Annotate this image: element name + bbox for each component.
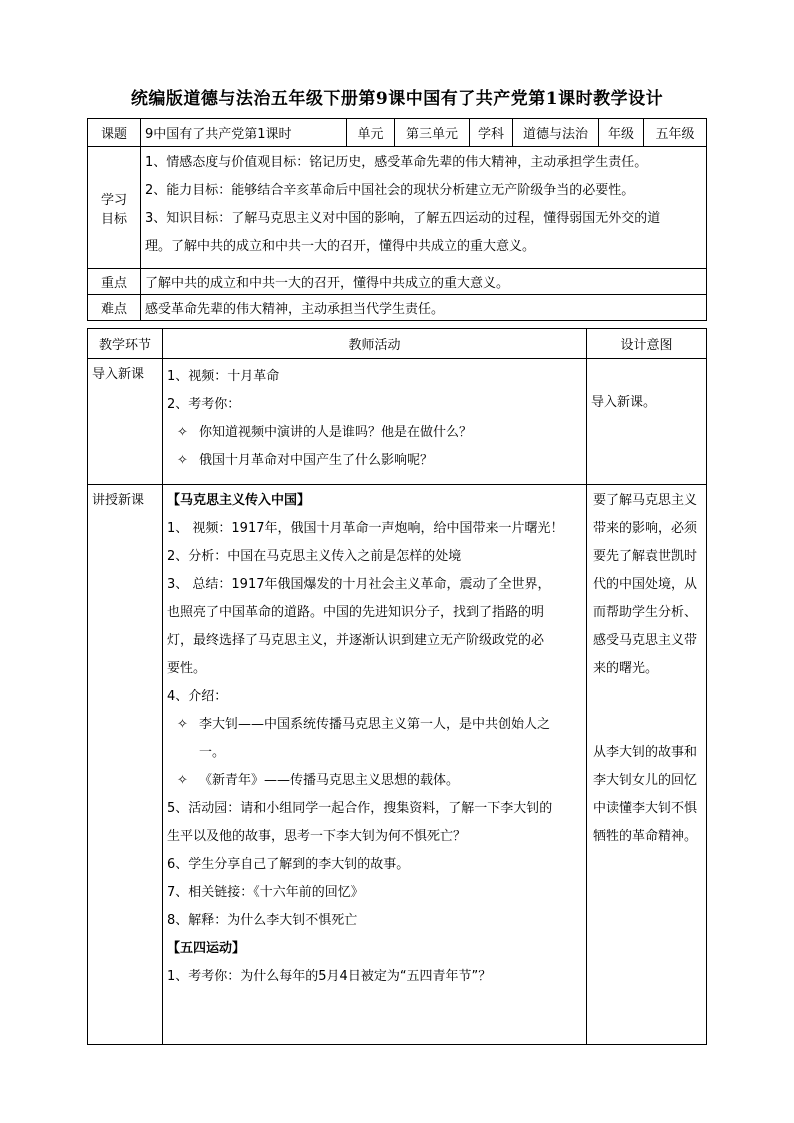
goals-label-line1: 学习 xyxy=(100,192,127,208)
goal-line: 1、情感态度与价值观目标：铭记历史，感受革命先辈的伟大精神，主动承担学生责任。 xyxy=(145,155,648,170)
bullet-icon: ✧ xyxy=(177,453,188,468)
course-value: 9中国有了共产党第1课时 xyxy=(141,119,347,147)
teach-bullet: ✧ 李大钊——中国系统传播马克思主义第一人，是中共创始人之 xyxy=(167,711,582,739)
bullet-icon: ✧ xyxy=(177,425,188,440)
teach-activity xyxy=(163,485,587,1045)
subject-label: 学科 xyxy=(470,119,513,147)
goals-label xyxy=(88,147,141,269)
goals-label-line2: 目标 xyxy=(100,211,127,227)
intro-stage: 导入新课 xyxy=(88,359,163,485)
section-heading: 【马克思主义传入中国】 xyxy=(167,493,311,508)
intent-paragraph: 要了解马克思主义带来的影响，必须要先了解袁世凯时代的中国处境，从而帮助学生分析、感受马克思主义带来的曙光。 xyxy=(593,493,698,676)
intro-activity xyxy=(163,359,587,485)
intro-line: 1、视频：十月革命 xyxy=(167,369,280,384)
teach-line: 1、 视频：1917年，俄国十月革命一声炮响，给中国带来一片曙光！ xyxy=(167,521,564,536)
goal-line: 3、知识目标：了解马克思主义对中国的影响，了解五四运动的过程，懂得弱国无外交的道 xyxy=(145,211,661,226)
intro-intent: 导入新课。 xyxy=(587,359,707,485)
intro-bullet: ✧ 俄国十月革命对中国产生了什么影响呢？ xyxy=(167,447,582,475)
difficulty-label: 难点 xyxy=(88,295,141,321)
subject-value: 道德与法治 xyxy=(513,119,599,147)
teach-line: 3、 总结：1917年俄国爆发的十月社会主义革命，震动了全世界， xyxy=(167,577,551,592)
teach-line: 4、介绍： xyxy=(167,689,228,704)
key-point-text: 了解中共的成立和中共一大的召开，懂得中共成立的重大意义。 xyxy=(141,269,707,295)
bullet-icon: ✧ xyxy=(177,773,188,788)
page-title: 统编版道德与法治五年级下册第9课中国有了共产党第1课时教学设计 xyxy=(130,89,664,109)
teach-line: 6、学生分享自己了解到的李大钊的故事。 xyxy=(167,857,410,872)
lesson-info-table xyxy=(87,118,707,321)
unit-value: 第三单元 xyxy=(395,119,470,147)
section-heading: 【五四运动】 xyxy=(167,941,246,956)
course-label: 课题 xyxy=(88,119,141,147)
goal-line: 2、能力目标：能够结合辛亥革命后中国社会的现状分析建立无产阶级争当的必要性。 xyxy=(145,183,635,198)
teach-bullet: ✧ 《新青年》——传播马克思主义思想的载体。 xyxy=(167,767,582,795)
teach-line: 8、解释：为什么李大钊不惧死亡 xyxy=(167,913,358,928)
teach-intent xyxy=(587,485,707,1045)
teach-line: 要性。 xyxy=(167,661,207,676)
teach-line: 一。 xyxy=(199,745,226,760)
difficulty-text: 感受革命先辈的伟大精神，主动承担当代学生责任。 xyxy=(141,295,707,321)
grade-label: 年级 xyxy=(599,119,644,147)
unit-label: 单元 xyxy=(347,119,395,147)
bullet-icon: ✧ xyxy=(177,717,188,732)
key-point-label: 重点 xyxy=(88,269,141,295)
goal-line: 理。了解中共的成立和中共一大的召开，懂得中共成立的重大意义。 xyxy=(145,239,536,254)
intent-paragraph: 从李大钊的故事和李大钊女儿的回忆中读懂李大钊不惧牺牲的革命精神。 xyxy=(593,745,698,844)
teach-line: 2、分析：中国在马克思主义传入之前是怎样的处境 xyxy=(167,549,462,564)
teach-line: 生平以及他的故事，思考一下李大钊为何不惧死亡？ xyxy=(167,829,467,844)
goals-content xyxy=(141,147,707,269)
teach-line: 也照亮了中国革命的道路。中国的先进知识分子，找到了指路的明 xyxy=(167,605,545,620)
grade-value: 五年级 xyxy=(644,119,707,147)
teach-stage: 讲授新课 xyxy=(88,485,163,1045)
teaching-process-table xyxy=(87,328,707,1045)
teach-line: 5、活动园：请和小组同学一起合作，搜集资料，了解一下李大钊的 xyxy=(167,801,553,816)
teach-line: 7、相关链接：《十六年前的回忆》 xyxy=(167,885,364,900)
teach-line: 1、考考你：为什么每年的5月4日被定为“五四青年节”？ xyxy=(167,969,492,984)
header-activity: 教师活动 xyxy=(163,329,587,359)
intro-bullet: ✧ 你知道视频中演讲的人是谁吗？他是在做什么？ xyxy=(167,419,582,447)
teach-line: 灯，最终选择了马克思主义，并逐渐认识到建立无产阶级政党的必 xyxy=(167,633,545,648)
header-stage: 教学环节 xyxy=(88,329,163,359)
header-intent: 设计意图 xyxy=(587,329,707,359)
intro-line: 2、考考你： xyxy=(167,397,241,412)
